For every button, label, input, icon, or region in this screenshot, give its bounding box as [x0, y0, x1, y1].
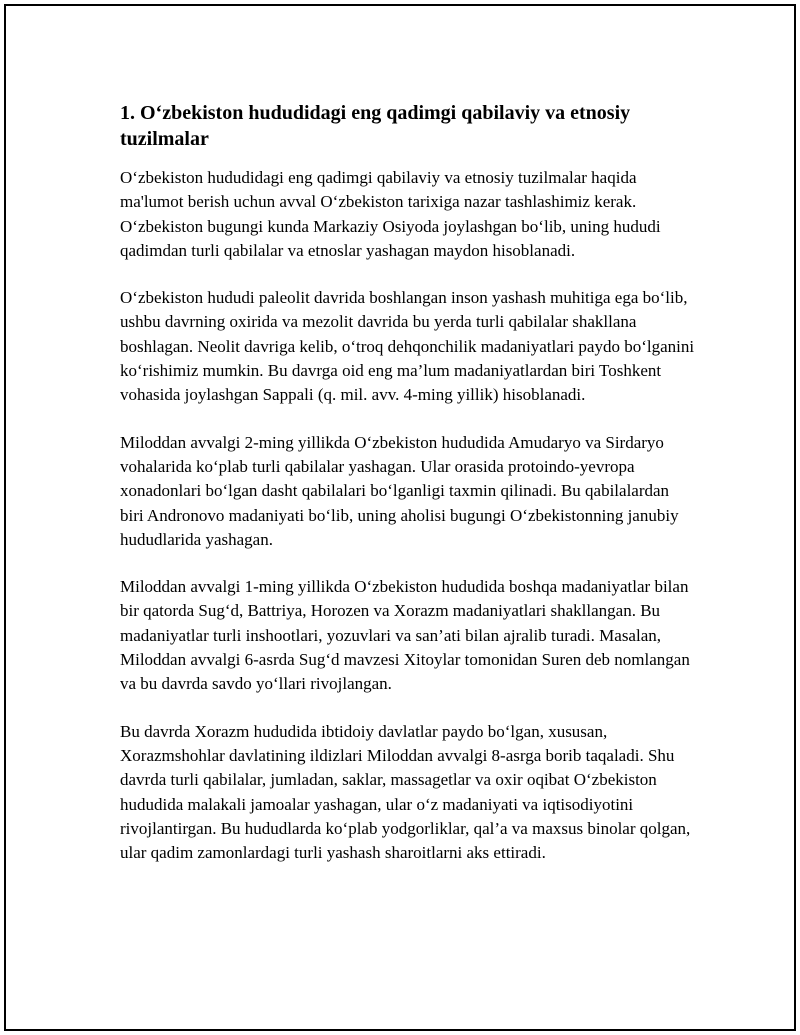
page-frame	[4, 4, 796, 1031]
document-title: 1. O‘zbekiston hududidagi eng qadimgi qabilaviy va etnosiy tuzilmalar	[120, 102, 631, 150]
document-body	[120, 100, 695, 888]
paragraph-1: O‘zbekiston hududidagi eng qadimgi qabilaviy va etnosiy tuzilmalar haqida ma'lumot berish uchun avval O‘zbekiston tarixiga nazar tashlashimiz kerak. O‘zbekiston bugungi kunda Markaziy Osiyoda joylashgan bo‘lib, uning hududi qadimdan turli qabilalar va etnoslar yashagan maydon hisoblanadi.	[120, 168, 661, 260]
paragraph-5: Bu davrda Xorazm hududida ibtidoiy davlatlar paydo bo‘lgan, xususan, Xorazmshohlar davlatining ildizlari Miloddan avvalgi 8-asrga borib taqaladi. Shu davrda turli qabilalar, jumladan, saklar, massagetlar va oxir oqibat O‘zbekiston hududida malakali jamoalar yashagan, ular o‘z madaniyati va iqtisodiyotini rivojlantirgan. Bu hududlarda ko‘plab yodgorliklar, qal’a va maxsus binolar qolgan, ular qadim zamonlardagi turli yashash sharoitlarni aks ettiradi.	[120, 721, 691, 863]
paragraph-2: O‘zbekiston hududi paleolit davrida boshlangan inson yashash muhitiga ega bo‘lib, ushbu davrning oxirida va mezolit davrida bu yerda turli qabilalar shakllana boshlagan. Neolit davriga kelib, o‘troq dehqonchilik madaniyatlari paydo bo‘lganini ko‘rishimiz mumkin. Bu davrga oid eng ma’lum madaniyatlardan biri Toshkent vohasida joylashgan Sappali (q. mil. avv. 4-ming yillik) hisoblanadi.	[120, 288, 695, 405]
paragraph-3: Miloddan avvalgi 2-ming yillikda O‘zbekiston hududida Amudaryo va Sirdaryo vohalarida ko‘plab turli qabilalar yashagan. Ular orasida protoindo-yevropa xonadonlari bo‘lgan dasht qabilalari bo‘lganligi taxmin qilinadi. Bu qabilalardan biri Andronovo madaniyati bo‘lib, uning aholisi bugungi O‘zbekistonning janubiy hududlarida yashagan.	[120, 432, 679, 549]
paragraph-4: Miloddan avvalgi 1-ming yillikda O‘zbekiston hududida boshqa madaniyatlar bilan bir qatorda Sug‘d, Battriya, Horozen va Xorazm madaniyatlari shakllangan. Bu madaniyatlar turli inshootlari, yozuvlari va san’ati bilan ajralib turadi. Masalan, Miloddan avvalgi 6-asrda Sug‘d mavzesi Xitoylar tomonidan Suren deb nomlangan va bu davrda savdo yo‘llari rivojlangan.	[120, 577, 690, 694]
